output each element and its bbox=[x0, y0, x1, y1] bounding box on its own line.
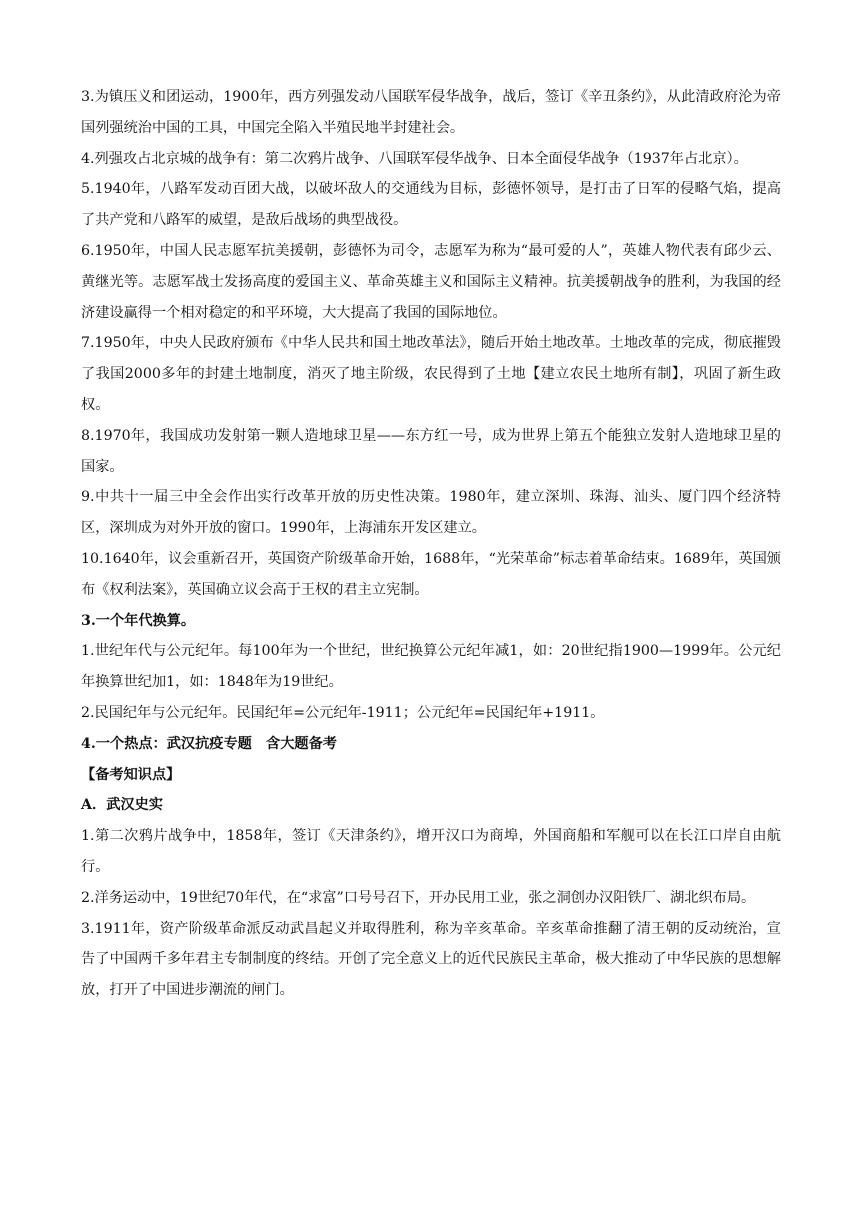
paragraph-item-6: 6.1950年，中国人民志愿军抗美援朝，彭德怀为司令，志愿军为称为“最可爱的人”，英雄人物代表有邱少云、黄继光等。志愿军战士发扬高度的爱国主义、革命英雄主义和国际主义精神。抗美援朝战争的胜利，为我国的经济建设赢得一个相对稳定的和平环境，大大提高了我国的国际地位。 bbox=[81, 242, 781, 321]
section-heading-hot-topic: 4.一个热点：武汉抗疫专题 含大题备考 bbox=[81, 735, 337, 752]
paragraph-item-7: 7.1950年，中央人民政府颁布《中华人民共和国土地改革法》，随后开始土地改革。土地改革的完成，彻底摧毁了我国2000多年的封建土地制度，消灭了地主阶级，农民得到了土地【建立农民土地所有制】，巩固了新生政权。 bbox=[81, 335, 781, 413]
paragraph-wuhan-2: 2.洋务运动中，19世纪70年代，在“求富”口号号召下，开办民用工业，张之洞创办汉阳铁厂、湖北织布局。 bbox=[81, 889, 756, 906]
paragraph-century-conversion: 1.世纪年代与公元纪年。每100年为一个世纪，世纪换算公元纪年减1，如：20世纪指1900—1999年。公元纪年换算世纪加1，如：1848年为19世纪。 bbox=[81, 643, 781, 691]
subheading-knowledge-points: 【备考知识点】 bbox=[81, 766, 181, 783]
paragraph-wuhan-3: 3.1911年，资产阶级革命派反动武昌起义并取得胜利，称为辛亥革命。辛亥革命推翻了清王朝的反动统治，宣告了中国两千多年君主专制制度的终结。开创了完全意义上的近代民族民主革命，极大推动了中华民族的思想解放，打开了中国进步潮流的闸门。 bbox=[81, 920, 781, 999]
paragraph-item-4: 4.列强攻占北京城的战争有：第二次鸦片战争、八国联军侵华战争、日本全面侵华战争（1937年占北京）。 bbox=[81, 150, 748, 167]
paragraph-republic-conversion: 2.民国纪年与公元纪年。民国纪年=公元纪年-1911；公元纪年=民国纪年+1911。 bbox=[81, 704, 605, 721]
paragraph-item-3: 3.为镇压义和团运动，1900年，西方列强发动八国联军侵华战争，战后，签订《辛丑条约》，从此清政府沦为帝国列强统治中国的工具，中国完全陷入半殖民地半封建社会。 bbox=[81, 89, 781, 136]
subheading-wuhan-history: A．武汉史实 bbox=[81, 797, 163, 814]
document-body bbox=[81, 82, 781, 1006]
paragraph-item-5: 5.1940年，八路军发动百团大战，以破坏敌人的交通线为目标，彭德怀领导，是打击了日军的侵略气焰，提高了共产党和八路军的威望，是敌后战场的典型战役。 bbox=[81, 181, 781, 229]
section-heading-year-conversion: 3.一个年代换算。 bbox=[81, 612, 196, 629]
paragraph-item-9: 9.中共十一届三中全会作出实行改革开放的历史性决策。1980年，建立深圳、珠海、汕头、厦门四个经济特区，深圳成为对外开放的窗口。1990年，上海浦东开发区建立。 bbox=[81, 489, 781, 537]
paragraph-wuhan-1: 1.第二次鸦片战争中，1858年，签订《天津条约》，增开汉口为商埠，外国商船和军舰可以在长江口岸自由航行。 bbox=[81, 828, 781, 875]
paragraph-item-10: 10.1640年，议会重新召开，英国资产阶级革命开始，1688年，“光荣革命”标志着革命结束。1689年，英国颁布《权利法案》，英国确立议会高于王权的君主立宪制。 bbox=[81, 550, 781, 598]
paragraph-item-8: 8.1970年，我国成功发射第一颗人造地球卫星——东方红一号，成为世界上第五个能独立发射人造地球卫星的国家。 bbox=[81, 427, 781, 475]
